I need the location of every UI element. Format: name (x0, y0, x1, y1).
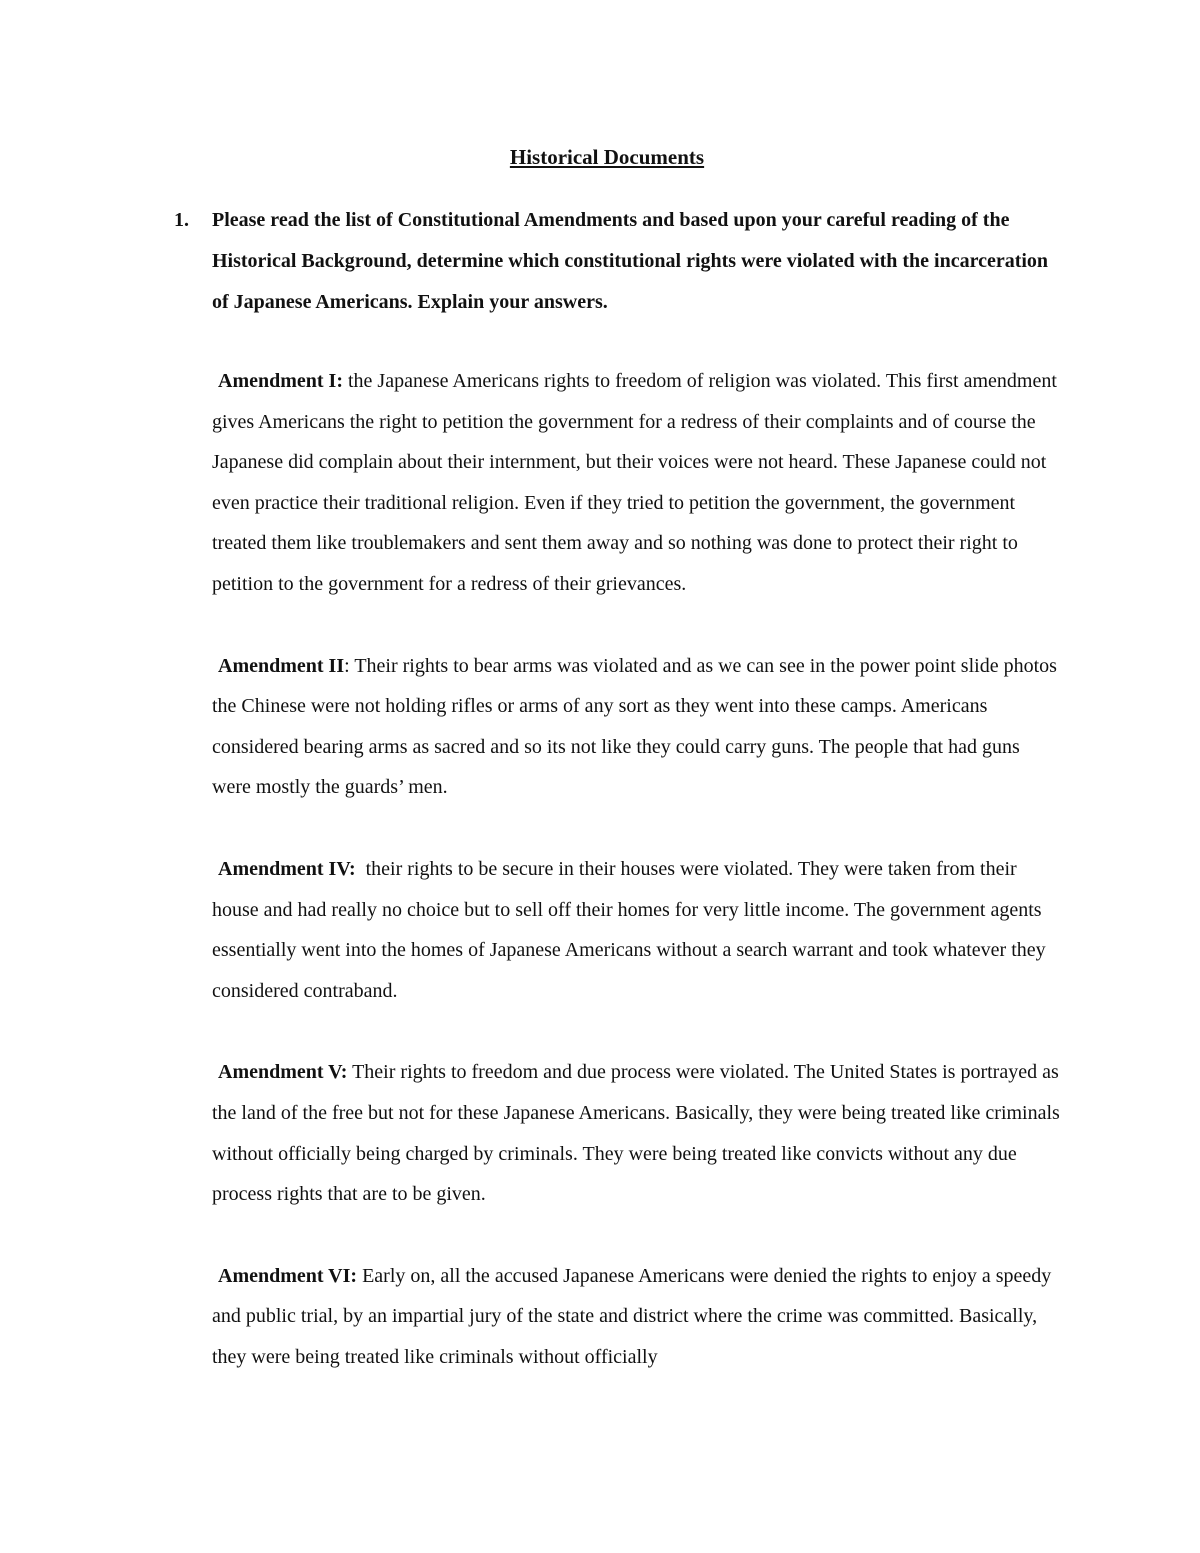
answer-amendment-vi (212, 1256, 1062, 1378)
amendment-label: Amendment VI: (218, 1264, 358, 1287)
answer-amendment-i (212, 361, 1062, 605)
question-number: 1. (174, 209, 189, 231)
question-text: Please read the list of Constitutional Amendments and based upon your careful reading of the Historical Background, determine which constitutional rights were violated with the incarceration of Japanese Americans. Explain your answers. (212, 209, 1049, 313)
amendment-label: Amendment IV: (218, 857, 356, 880)
amendment-label: Amendment II (218, 654, 345, 677)
answer-amendment-ii (212, 646, 1062, 808)
answer-amendment-v (212, 1052, 1062, 1214)
amendment-label: Amendment V: (218, 1061, 348, 1084)
answer-text: the Japanese Americans rights to freedom of religion was violated. This first amendment gives Americans the right to petition the government for a redress of their complaints and of course the Japanese did complain about their internment, but their voices were not heard. These Japanese could not even practice their traditional religion. Even if they tried to petition the government, the government treated them like troublemakers and sent them away and so nothing was done to protect their right to petition to the government for a redress of their grievances. (212, 370, 1057, 595)
answer-text: their rights to be secure in their houses were violated. They were taken from their house and had really no choice but to sell off their homes for very little income. The government agents essentially went into the homes of Japanese Americans without a search warrant and took whatever they considered contraband. (212, 857, 1051, 1002)
answer-text: : Their rights to bear arms was violated and as we can see in the power point slide photos the Chinese were not holding rifles or arms of any sort as they went into these camps. Americans considered bearing arms as sacred and so its not like they could carry guns. The people that had guns were mostly the guards’ men. (212, 654, 1057, 799)
question-1 (152, 200, 1062, 323)
answer-text: Early on, all the accused Japanese Americans were denied the rights to enjoy a speedy and public trial, by an impartial jury of the state and district where the crime was committed. Basically, they were being treated like criminals without officially (212, 1264, 1052, 1368)
answer-amendment-iv (212, 849, 1062, 1011)
answer-text: Their rights to freedom and due process were violated. The United States is portrayed as the land of the free but not for these Japanese Americans. Basically, they were being treated like criminals without officially being charged by criminals. They were being treated like convicts without any due process rights that are to be given. (212, 1061, 1060, 1206)
amendment-label: Amendment I: (218, 370, 343, 392)
document-title: Historical Documents (509, 145, 705, 169)
